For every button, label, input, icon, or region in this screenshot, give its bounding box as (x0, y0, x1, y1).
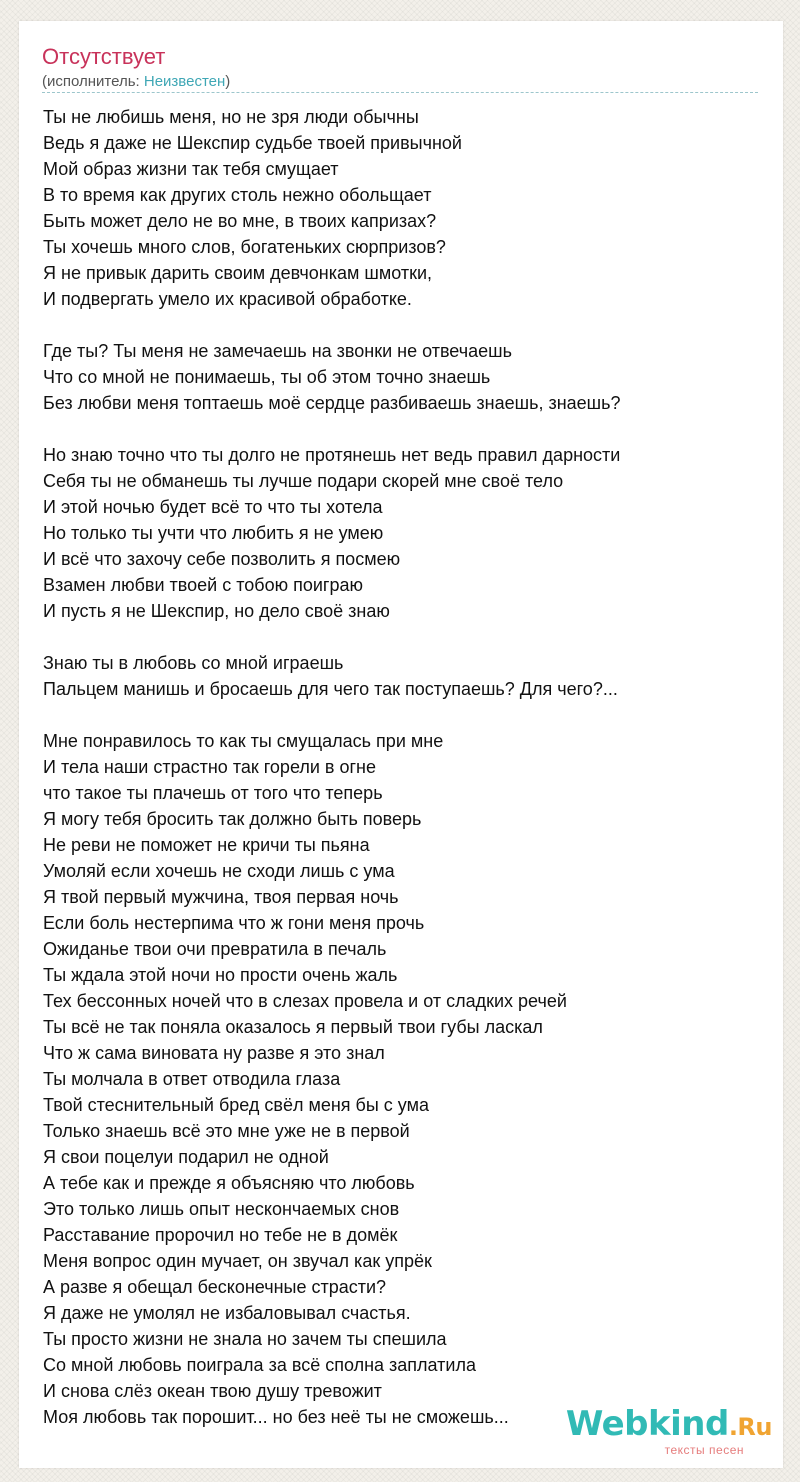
lyric-line: И снова слёз океан твою душу тревожит (43, 1381, 382, 1401)
lyric-line: Моя любовь так порошит... но без неё ты не сможешь... (43, 1407, 509, 1427)
lyric-line: А разве я обещал бесконечные страсти? (43, 1277, 387, 1297)
lyrics-stanza (43, 338, 763, 416)
lyric-line: Но только ты учти что любить я не умею (43, 523, 384, 543)
lyric-line: Расставание пророчил но тебе не в домёк (43, 1225, 398, 1245)
lyric-line: Ты ждала этой ночи но прости очень жаль (43, 965, 398, 985)
lyric-line: Умоляй если хочешь не сходи лишь с ума (43, 861, 395, 881)
lyric-line: А тебе как и прежде я объясняю что любовь (43, 1173, 415, 1193)
logo-tld: .Ru (728, 1413, 772, 1441)
lyric-line: Что со мной не понимаешь, ты об этом точно знаешь (43, 367, 491, 387)
artist-link[interactable]: Неизвестен (143, 73, 226, 90)
song-header (42, 43, 758, 91)
lyric-line: И пусть я не Шекспир, но дело своё знаю (43, 601, 390, 621)
lyric-line: Ведь я даже не Шекспир судьбе твоей привычной (43, 133, 462, 153)
site-logo (565, 1404, 772, 1457)
lyric-line: Твой стеснительный бред свёл меня бы с ума (43, 1095, 429, 1115)
lyric-line: Это только лишь опыт нескончаемых снов (43, 1199, 400, 1219)
lyric-line: Ты не любишь меня, но не зря люди обычны (43, 107, 419, 127)
lyric-line: Мой образ жизни так тебя смущает (43, 159, 339, 179)
lyrics-stanza (43, 650, 763, 702)
logo-brand: Webkind (565, 1404, 729, 1444)
lyric-line: Но знаю точно что ты долго не протянешь нет ведь правил дарности (43, 445, 621, 465)
lyric-line: Знаю ты в любовь со мной играешь (43, 653, 344, 673)
lyric-line: Быть может дело не во мне, в твоих капризах? (43, 211, 437, 231)
lyric-line: Если боль нестерпима что ж гони меня прочь (43, 913, 425, 933)
artist-prefix: (исполнитель: (42, 73, 144, 90)
lyric-line: Где ты? Ты меня не замечаешь на звонки не отвечаешь (43, 341, 512, 361)
lyric-line: И всё что захочу себе позволить я посмею (43, 549, 401, 569)
song-title: Отсутствует (42, 44, 166, 69)
lyric-line: что такое ты плачешь от того что теперь (43, 783, 383, 803)
lyrics-stanza (43, 728, 763, 1430)
lyric-line: Только знаешь всё это мне уже не в первой (43, 1121, 410, 1141)
lyric-line: И тела наши страстно так горели в огне (43, 757, 376, 777)
lyric-line: Себя ты не обманешь ты лучше подари скорей мне своё тело (43, 471, 564, 491)
lyric-line: И этой ночью будет всё то что ты хотела (43, 497, 383, 517)
lyric-line: Я даже не умолял не избаловывал счастья. (43, 1303, 411, 1323)
lyric-line: Ты просто жизни не знала но зачем ты спешила (43, 1329, 447, 1349)
header-divider (42, 92, 758, 93)
lyrics-stanza (43, 442, 763, 624)
lyric-line: Без любви меня топтаешь моё сердце разбиваешь знаешь, знаешь? (43, 393, 621, 413)
lyric-line: Мне понравилось то как ты смущалась при мне (43, 731, 444, 751)
lyric-line: Со мной любовь поиграла за всё сполна заплатила (43, 1355, 476, 1375)
lyric-line: Ты молчала в ответ отводила глаза (43, 1069, 341, 1089)
lyrics-body (43, 104, 763, 1456)
lyric-line: Ты всё не так поняла оказалось я первый твои губы ласкал (43, 1017, 543, 1037)
lyric-line: Я твой первый мужчина, твоя первая ночь (43, 887, 399, 907)
lyric-line: Что ж сама виновата ну разве я это знал (43, 1043, 385, 1063)
lyric-line: Тех бессонных ночей что в слезах провела и от сладких речей (43, 991, 567, 1011)
lyric-line: Я свои поцелуи подарил не одной (43, 1147, 329, 1167)
lyric-line: Я могу тебя бросить так должно быть поверь (43, 809, 422, 829)
lyric-line: И подвергать умело их красивой обработке. (43, 289, 412, 309)
lyric-line: Взамен любви твоей с тобою поиграю (43, 575, 363, 595)
lyric-line: Я не привык дарить своим девчонкам шмотки, (43, 263, 433, 283)
artist-suffix: ) (225, 73, 231, 90)
lyric-line: Ожиданье твои очи превратила в печаль (43, 939, 387, 959)
lyric-line: Ты хочешь много слов, богатеньких сюрпризов? (43, 237, 446, 257)
lyrics-stanza (43, 104, 763, 312)
logo-tagline: тексты песен (664, 1443, 744, 1457)
lyric-line: Меня вопрос один мучает, он звучал как упрёк (43, 1251, 432, 1271)
artist-line (42, 73, 758, 91)
lyric-line: Пальцем манишь и бросаешь для чего так поступаешь? Для чего?... (43, 679, 618, 699)
lyric-line: В то время как других столь нежно обольщает (43, 185, 432, 205)
lyric-line: Не реви не поможет не кричи ты пьяна (43, 835, 370, 855)
logo-wordmark (565, 1404, 772, 1444)
